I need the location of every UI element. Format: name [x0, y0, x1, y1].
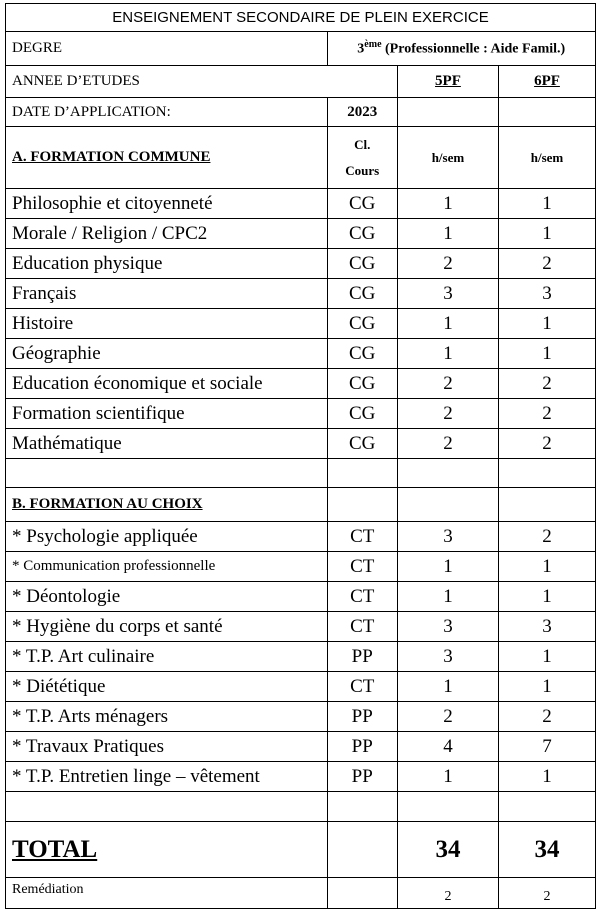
subject-cell: * T.P. Arts ménagers — [6, 702, 328, 732]
subject-cell: * T.P. Art culinaire — [6, 642, 328, 672]
hours-6pf-cell: 2 — [498, 369, 595, 399]
hours-5pf-cell: 2 — [397, 429, 498, 459]
hours-6pf-cell: 1 — [498, 339, 595, 369]
table-row — [6, 732, 596, 762]
class-cell: CG — [327, 429, 397, 459]
table-row — [6, 702, 596, 732]
section-a-header — [6, 127, 596, 189]
class-cell: CG — [327, 279, 397, 309]
hours-5pf-cell: 4 — [397, 732, 498, 762]
hours-6pf-cell: 1 — [498, 189, 595, 219]
total-6pf: 34 — [498, 822, 595, 878]
empty-cell — [498, 98, 595, 127]
class-cell: PP — [327, 762, 397, 792]
spacer-row — [6, 792, 596, 822]
hours-6pf-cell: 2 — [498, 702, 595, 732]
class-cell: CG — [327, 369, 397, 399]
subject-cell: Français — [6, 279, 328, 309]
table-row — [6, 369, 596, 399]
total-label: TOTAL — [6, 822, 328, 878]
table-row — [6, 339, 596, 369]
table-row — [6, 552, 596, 582]
degree-label: DEGRE — [6, 32, 328, 66]
subject-cell: Philosophie et citoyenneté — [6, 189, 328, 219]
title-row — [6, 4, 596, 32]
subject-cell: * Travaux Pratiques — [6, 732, 328, 762]
hours-5pf-cell: 3 — [397, 642, 498, 672]
subject-cell: Géographie — [6, 339, 328, 369]
class-cell: CT — [327, 522, 397, 552]
hours-header-5pf: h/sem — [397, 127, 498, 189]
year-row — [6, 66, 596, 98]
degree-row — [6, 32, 596, 66]
hours-6pf-cell: 2 — [498, 429, 595, 459]
table-row — [6, 249, 596, 279]
remediation-5pf: 2 — [397, 878, 498, 909]
table-row — [6, 189, 596, 219]
hours-6pf-cell: 2 — [498, 399, 595, 429]
subject-cell: Histoire — [6, 309, 328, 339]
application-row — [6, 98, 596, 127]
class-column-header — [327, 127, 397, 189]
empty-cell — [327, 488, 397, 522]
class-cell: PP — [327, 702, 397, 732]
hours-6pf-cell: 3 — [498, 612, 595, 642]
class-cell: CT — [327, 582, 397, 612]
hours-5pf-cell: 1 — [397, 339, 498, 369]
degree-value — [327, 32, 596, 66]
hours-5pf-cell: 1 — [397, 309, 498, 339]
table-row — [6, 429, 596, 459]
subject-cell: * Hygiène du corps et santé — [6, 612, 328, 642]
hours-6pf-cell: 1 — [498, 552, 595, 582]
remediation-6pf: 2 — [498, 878, 595, 909]
empty-cell — [327, 878, 397, 909]
table-row — [6, 522, 596, 552]
total-5pf: 34 — [397, 822, 498, 878]
hours-6pf-cell: 7 — [498, 732, 595, 762]
table-row — [6, 612, 596, 642]
degree-sup: ème — [364, 39, 382, 51]
subject-cell: Morale / Religion / CPC2 — [6, 219, 328, 249]
year-col-6pf: 6PF — [498, 66, 595, 98]
subject-cell: Education économique et sociale — [6, 369, 328, 399]
class-header-line2: Cours — [345, 162, 380, 178]
subject-cell: Formation scientifique — [6, 399, 328, 429]
remediation-row — [6, 878, 596, 909]
table-title: ENSEIGNEMENT SECONDAIRE DE PLEIN EXERCICE — [6, 4, 596, 32]
hours-5pf-cell: 3 — [397, 612, 498, 642]
subject-cell: * Diététique — [6, 672, 328, 702]
hours-5pf-cell: 1 — [397, 672, 498, 702]
hours-5pf-cell: 3 — [397, 279, 498, 309]
hours-5pf-cell: 1 — [397, 189, 498, 219]
hours-6pf-cell: 1 — [498, 582, 595, 612]
degree-number: 3 — [357, 41, 365, 57]
empty-cell — [397, 98, 498, 127]
empty-cell — [498, 488, 595, 522]
hours-6pf-cell: 1 — [498, 219, 595, 249]
empty-cell — [327, 822, 397, 878]
hours-6pf-cell: 1 — [498, 309, 595, 339]
class-cell: CG — [327, 399, 397, 429]
hours-5pf-cell: 2 — [397, 702, 498, 732]
timetable — [5, 3, 596, 909]
class-cell: CG — [327, 219, 397, 249]
hours-5pf-cell: 3 — [397, 522, 498, 552]
table-row — [6, 399, 596, 429]
hours-5pf-cell: 2 — [397, 369, 498, 399]
section-b-header — [6, 488, 596, 522]
table-row — [6, 279, 596, 309]
section-a-title: A. FORMATION COMMUNE — [6, 127, 328, 189]
application-year: 2023 — [327, 98, 397, 127]
spacer-row — [6, 459, 596, 488]
subject-cell: Mathématique — [6, 429, 328, 459]
table-row — [6, 219, 596, 249]
remediation-label: Remédiation — [6, 878, 328, 909]
class-cell: CG — [327, 309, 397, 339]
class-cell: CG — [327, 189, 397, 219]
year-label: ANNEE D’ETUDES — [6, 66, 398, 98]
subject-cell: * T.P. Entretien linge – vêtement — [6, 762, 328, 792]
subject-cell: Education physique — [6, 249, 328, 279]
subject-cell: * Déontologie — [6, 582, 328, 612]
table-row — [6, 309, 596, 339]
class-cell: CG — [327, 249, 397, 279]
class-cell: CG — [327, 339, 397, 369]
hours-5pf-cell: 2 — [397, 249, 498, 279]
table-row — [6, 762, 596, 792]
total-row — [6, 822, 596, 878]
hours-5pf-cell: 1 — [397, 582, 498, 612]
class-cell: CT — [327, 672, 397, 702]
table-row — [6, 582, 596, 612]
hours-5pf-cell: 1 — [397, 219, 498, 249]
hours-header-6pf: h/sem — [498, 127, 595, 189]
class-cell: CT — [327, 552, 397, 582]
hours-5pf-cell: 1 — [397, 552, 498, 582]
hours-6pf-cell: 3 — [498, 279, 595, 309]
empty-cell — [397, 488, 498, 522]
subject-cell: * Psychologie appliquée — [6, 522, 328, 552]
hours-6pf-cell: 1 — [498, 672, 595, 702]
class-cell: PP — [327, 642, 397, 672]
hours-5pf-cell: 1 — [397, 762, 498, 792]
hours-6pf-cell: 1 — [498, 762, 595, 792]
table-row — [6, 672, 596, 702]
application-label: DATE D’APPLICATION: — [6, 98, 328, 127]
hours-5pf-cell: 2 — [397, 399, 498, 429]
degree-detail: (Professionnelle : Aide Famil.) — [381, 41, 566, 57]
class-cell: CT — [327, 612, 397, 642]
class-header-line1: Cl. — [354, 136, 371, 152]
hours-6pf-cell: 2 — [498, 249, 595, 279]
subject-cell: * Communication professionnelle — [6, 552, 328, 582]
table-row — [6, 642, 596, 672]
year-col-5pf: 5PF — [397, 66, 498, 98]
hours-6pf-cell: 1 — [498, 642, 595, 672]
class-cell: PP — [327, 732, 397, 762]
hours-6pf-cell: 2 — [498, 522, 595, 552]
section-b-title: B. FORMATION AU CHOIX — [6, 488, 328, 522]
